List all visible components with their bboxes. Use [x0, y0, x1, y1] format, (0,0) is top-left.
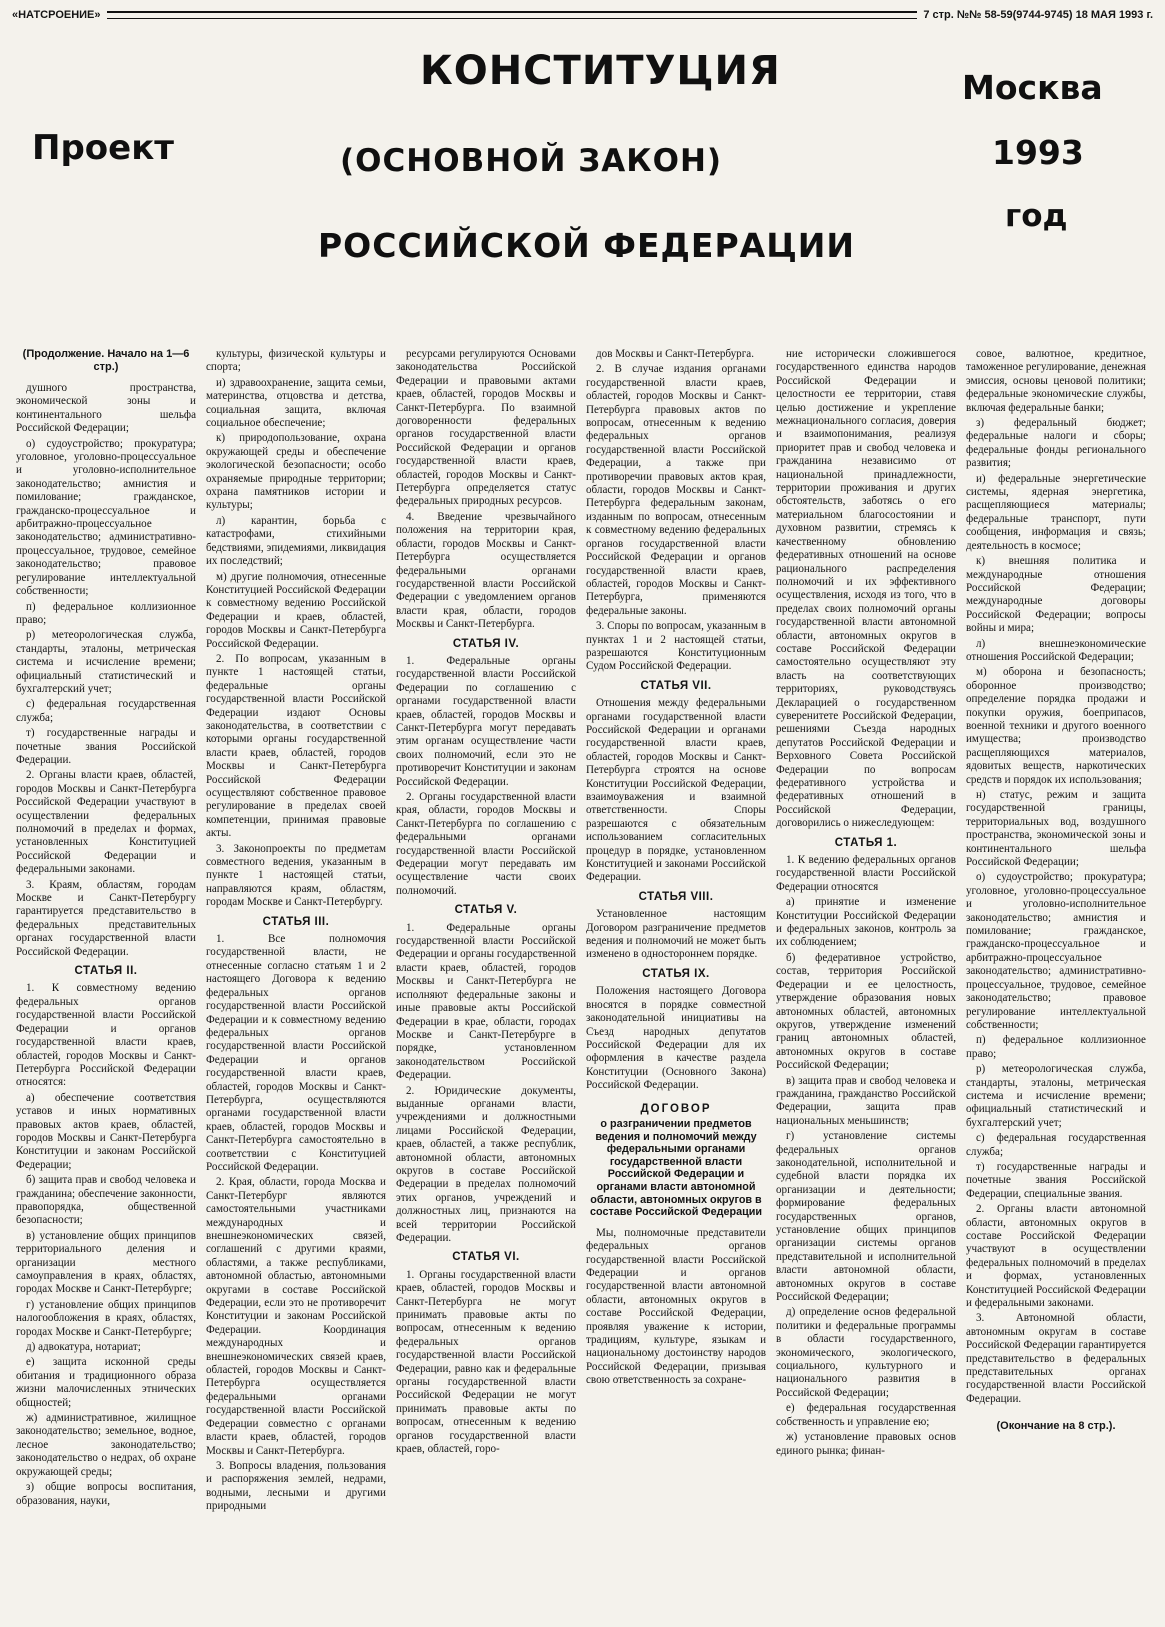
paragraph: с) федеральная государственная служба;	[16, 698, 196, 724]
paragraph: 2. Края, области, города Москва и Санкт-Петербург являются самостоятельными участниками международных и внешнеэкономических связей, соглашений с другими краями, областями, а также республиками, автономной областью, автономными округами в составе Российской Федерации, если это не противоречит Конституции и законам Российской Федерации. Координация международных и внешнеэкономических связей краев, областей, городов Москвы и Санкт-Петербурга осуществляется федеральными органами государственной власти Российской Федерации совместно с органами власти краев, областей, городов Москвы и Санкт-Петербурга.	[206, 1176, 386, 1457]
paragraph: 2. Органы власти автономной области, автономных округов в составе Российской Федерации участвуют в осуществлении федеральных полномочий в пределах и формах, установленных Конституцией Российской Федерации и федеральными законами.	[966, 1203, 1146, 1310]
paragraph: з) федеральный бюджет; федеральные налоги и сборы; федеральные фонды регионального развития;	[966, 417, 1146, 470]
text-column-2	[206, 348, 386, 1620]
paragraph: ресурсами регулируются Основами законодательства Российской Федерации и правовыми актами краев, областей, городов Москвы и Санкт-Петербурга. По взаимной договоренности федеральных органов государственной власти Российской Федерации и органов государственной власти краев, областей, городов Москвы и Санкт-Петербурга определяется статус федеральных природных ресурсов.	[396, 348, 576, 508]
paragraph: г) установление общих принципов налогообложения в краях, областях, городах Москве и Санкт-Петербурге;	[16, 1298, 196, 1338]
paragraph: д) определение основ федеральной политики и федеральные программы в области государственного, экономического, экологического, социального, культурного и национального развития в Российской Федерации;	[776, 1306, 956, 1399]
paragraph: г) установление системы федеральных органов законодательной, исполнительной и судебной власти порядка их организации и деятельности; формирование федеральных государственных органов, установление общих принципов организации системы органов представительной и исполнительной власти автономной области, автономных округов в составе Российской Федерации;	[776, 1130, 956, 1304]
paragraph: р) метеорологическая служба, стандарты, эталоны, метрическая система и исчисление времени; официальный статистический и бухгалтерский учет;	[966, 1063, 1146, 1129]
article-heading: СТАТЬЯ VIII.	[638, 890, 714, 903]
paragraph: и) здравоохранение, защита семьи, материнства, отцовства и детства, социальная защита, включая социальное обеспечение;	[206, 376, 386, 430]
paragraph: н) статус, режим и защита государственной границы, территориальных вод, воздушного пространства, экономической зоны и континентального шельфа Российской Федерации;	[966, 789, 1146, 869]
paragraph: Положения настоящего Договора вносятся в порядке совместной законодательной инициативы на Съезд народных депутатов Российской Федерации для их оформления в качестве раздела Конституции (Основного Закона) Российской Федерации.	[586, 985, 766, 1092]
paragraph: т) государственные награды и почетные звания Российской Федерации, специальные звания.	[966, 1160, 1146, 1200]
paragraph: 2. Органы власти краев, областей, городов Москвы и Санкт-Петербурга Российской Федерации участвуют в осуществлении федеральных полномочий в пределах и формах, установленных Конституцией Российской Федерации и федеральными законами.	[16, 769, 196, 876]
text-column-5	[776, 348, 956, 1620]
paragraph: 1. Все полномочия государственной власти, не отнесенные согласно статьям 1 и 2 настоящего Договора к ведению федеральных органов государственной власти Российской Федерации и к совместному ведению федеральных органов государственной власти Российской Федерации и органов государственной власти краев, областей, городов Москвы и Санкт-Петербурга, осуществляются органами государственной власти краев, областей, городов Москвы и Санкт-Петербурга самостоятельно в соответствии с Конституцией Российской Федерации.	[206, 933, 386, 1173]
paragraph: ж) административное, жилищное законодательство; земельное, водное, лесное законодательство; законодательство о недрах, об охране окружающей среды;	[16, 1412, 196, 1478]
paragraph: к) природопользование, охрана окружающей среды и обеспечение экологической безопасности; особо охраняемые природные территории; охрана памятников истории и культуры;	[206, 432, 386, 512]
text-column-3	[396, 348, 576, 1620]
paragraph: 1. Органы государственной власти краев, областей, городов Москвы и Санкт-Петербурга не могут принимать правовые акты по вопросам, отнесенным к ведению федеральных органов государственной власти Российской Федерации, равно как и федеральные органы государственной власти Российской Федерации не могут принимать правовые акты по вопросам, отнесенным к ведению органов государственной власти краев, областей, горо-	[396, 1268, 576, 1456]
article-heading: СТАТЬЯ VI.	[452, 1251, 520, 1264]
paragraph: 2. В случае издания органами государственной власти краев, областей, городов Москвы и Санкт-Петербурга правовых актов по вопросам, отнесенным к ведению федеральных органов государственной власти Российской Федерации, а также при противоречии правовых актов края, области, городов Москвы и Санкт-Петербурга федеральным законам, изданным по вопросам, отнесенным к совместному ведению федеральных органов государственной власти Российской Федерации и органов государственной власти краев, областей, городов Москвы и Санкт-Петербурга, применяются федеральные законы.	[586, 363, 766, 617]
treaty-title: ДОГОВОР	[640, 1102, 712, 1115]
continuation-note: (Продолжение. Начало на 1—6 стр.)	[22, 348, 190, 373]
article-heading: СТАТЬЯ V.	[454, 904, 518, 917]
paragraph: о) судоустройство; прокуратура; уголовное, уголовно-процессуальное и уголовно-исполнительное законодательство; амнистия и помилование; гражданское, гражданско-процессуальное и арбитражно-процессуальное законодательство; административно-процессуальное, трудовое, семейное законодательство; правовое регулирование интеллектуальной собственности;	[16, 437, 196, 598]
city-label: Москва	[962, 68, 1103, 107]
paragraph: 2. По вопросам, указанным в пункте 1 настоящей статьи, федеральные органы государственной власти Российской Федерации издают Основы законодательства, в соответствии с которыми органы государственной власти краев, областей, городов Москвы и Санкт-Петербурга Российской Федерации осуществляют собственное правовое регулирование в пределах своей компетенции, принимая правовые акты.	[206, 652, 386, 840]
paragraph: Отношения между федеральными органами государственной власти Российской Федерации и органами государственной власти краев, областей, городов Москвы и Санкт-Петербурга строятся на основе Конституции Российской Федерации, взаимоуважения и взаимной ответственности. Споры разрешаются с обязательным использованием согласительных процедур в порядке, установленном Конституцией и законами Российской Федерации.	[586, 697, 766, 884]
paragraph: 3. Автономной области, автономным округам в составе Российской Федерации гарантируется представительство в федеральных представительных органах государственной власти Российской Федерации.	[966, 1312, 1146, 1405]
article-heading: СТАТЬЯ IV.	[452, 637, 520, 650]
paragraph: в) защита прав и свобод человека и гражданина, гражданство Российской Федерации, защита прав национальных меньшинств;	[776, 1074, 956, 1127]
god-label: год	[1005, 198, 1068, 234]
paragraph: 3. Краям, областям, городам Москве и Санкт-Петербургу гарантируется представительство в федеральных представительных органах государственной власти Российской Федерации.	[16, 878, 196, 958]
paragraph: Установленное настоящим Договором разграничение предметов ведения и полномочий не может быть изменено в одностороннем порядке.	[586, 908, 766, 961]
newspaper-name: «НАТСРОЕНИЕ»	[12, 9, 101, 21]
paragraph: 1. Федеральные органы государственной власти Российской Федерации и органы государственной власти краев, областей, городов Москвы и Санкт-Петербурга не исполняют федеральные законы и иные правовые акты Российской Федерации в крае, области, городах Москве и Санкт-Петербурге в порядке, установленном законодательством Российской Федерации.	[396, 921, 576, 1082]
article-heading: СТАТЬЯ IX.	[642, 967, 710, 980]
paragraph: 3. Законопроекты по предметам совместного ведения, указанным в пункте 1 настоящей статьи, направляются краям, областям, городам Москве и Санкт-Петербургу.	[206, 842, 386, 909]
text-column-4	[586, 348, 766, 1620]
paragraph: ние исторически сложившегося государственного единства народов Российской Федерации и целостности ее территории, ставя целью достижение и укрепление межнационального согласия, доверия и взаимопонимания, реализуя приоритет прав и свобод человека и гражданина независимо от национальной принадлежности, территории проживания и других обстоятельств, заботясь о его материальном благосостоянии и духовном развитии, стремясь к качественному обновлению федеративных отношений на основе рационального распределения полномочий и их эффективного осуществления, исходя из того, что в пределах своих полномочий органы государственной власти автономной области, автономных округов в составе Российской Федерации самостоятельно осуществляют эту власть на соответствующих территориях, руководствуясь Декларацией о государственном суверенитете Российской Федерации, решениями Съезда народных депутатов Российской Федерации и Верховного Совета Российской Федерации по вопросам федеративного устройства и федеративных отношений в Российской Федерации, договорились о нижеследующем:	[776, 348, 956, 830]
paragraph: 2. Органы государственной власти края, области, городов Москвы и Санкт-Петербурга по соглашению с федеральными органами государственной власти Российской Федерации могут передавать им осуществление части своих полномочий.	[396, 791, 576, 897]
text-column-6	[966, 348, 1146, 1620]
paragraph: 2. Юридические документы, выданные органами власти, учреждениями и должностными лицами Российской Федерации, краев, областей, а также республик, автономной области, автономных округов в составе Российской Федерации в пределах полномочий этих органов, учреждений и должностных лиц, признаются на всей территории Российской Федерации.	[396, 1084, 576, 1244]
paragraph: м) другие полномочия, отнесенные Конституцией Российской Федерации к совместному ведению Российской Федерации и краев, областей, городов Москвы и Санкт-Петербурга Российской Федерации.	[206, 570, 386, 650]
treaty-subtitle: о разграничении предметов ведения и полномочий между федеральными органами государственной власти Российской Федерации и органами власти автономной области, автономных округов в составе Российской Федерации	[589, 1117, 762, 1219]
paragraph: б) федеративное устройство, состав, территория Российской Федерации и ее целостность, утверждение образования новых автономных областей, автономных округов, утверждение изменений границ автономных областей, автономных округов в составе Российской Федерации;	[776, 951, 956, 1072]
paragraph: п) федеральное коллизионное право;	[16, 600, 196, 626]
article-heading: СТАТЬЯ II.	[74, 965, 138, 978]
paragraph: дов Москвы и Санкт-Петербурга.	[596, 348, 754, 360]
paragraph: 1. К ведению федеральных органов государственной власти Российской Федерации относятся	[776, 854, 956, 893]
paragraph: д) адвокатура, нотариат;	[26, 1341, 141, 1354]
masthead-rule	[107, 11, 918, 19]
paragraph: 4. Введение чрезвычайного положения на территории края, области, городов Москвы и Санкт-Петербурга осуществляется федеральными органами государственной власти Российской Федерации с уведомлением органов власти края, области, городов Москвы и Санкт-Петербурга.	[396, 510, 576, 631]
paragraph: в) установление общих принципов территориального деления и организации местного самоуправления в краях, областях, городах Москве и Санкт-Петербурге;	[16, 1229, 196, 1296]
paragraph: р) метеорологическая служба, стандарты, эталоны, метрическая система и исчисление времени; официальный статистический и бухгалтерский учет;	[16, 629, 196, 695]
paragraph: с) федеральная государственная служба;	[966, 1132, 1146, 1158]
paragraph: л) карантин, борьба с катастрофами, стихийными бедствиями, эпидемиями, ликвидация их последствий;	[206, 514, 386, 568]
text-column-1	[16, 348, 196, 1620]
issue-info: 7 стр. №№ 58-59(9744-9745) 18 МАЯ 1993 г.	[923, 9, 1153, 21]
paragraph: совое, валютное, кредитное, таможенное регулирование, денежная эмиссия, основы ценовой политики; федеральные экономические службы, включая федеральные банки;	[966, 348, 1146, 414]
paragraph: душного пространства, экономической зоны и континентального шельфа Российской Федерации;	[16, 382, 196, 435]
article-heading: СТАТЬЯ 1.	[834, 836, 898, 849]
draft-label: Проект	[32, 128, 174, 168]
paragraph: 1. Федеральные органы государственной власти Российской Федерации по соглашению с органами государственной власти краев, областей, городов Москвы и Санкт-Петербурга могут передавать этим органам осуществление части своих полномочий, если это не противоречит Конституции и законам Российской Федерации.	[396, 654, 576, 788]
title-russian-federation: РОССИЙСКОЙ ФЕДЕРАЦИИ	[318, 226, 856, 265]
year-label: 1993	[992, 133, 1084, 172]
paragraph: л) внешнеэкономические отношения Российской Федерации;	[966, 637, 1146, 663]
paragraph: 3. Вопросы владения, пользования и распоряжения землей, недрами, водными, лесными и другими природными	[206, 1459, 386, 1513]
paragraph: п) федеральное коллизионное право;	[966, 1034, 1146, 1060]
text-columns	[16, 348, 1151, 1620]
paragraph: з) общие вопросы воспитания, образования, науки,	[16, 1481, 196, 1507]
title-basic-law: (ОСНОВНОЙ ЗАКОН)	[340, 143, 723, 179]
paragraph: т) государственные награды и почетные звания Российской Федерации.	[16, 727, 196, 766]
masthead	[12, 6, 1153, 24]
article-heading: СТАТЬЯ III.	[262, 915, 330, 928]
paragraph: 1. К совместному ведению федеральных органов государственной власти Российской Федерации и органов государственной власти краев, областей, городов Москвы и Санкт-Петербурга Российской Федерации относятся:	[16, 982, 196, 1089]
article-heading: СТАТЬЯ VII.	[640, 679, 712, 692]
paragraph: ж) установление правовых основ единого рынка; финан-	[776, 1431, 956, 1457]
paragraph: е) защита исконной среды обитания и традиционного образа жизни малочисленных этнических общностей;	[16, 1356, 196, 1409]
paragraph: и) федеральные энергетические системы, ядерная энергетика, расщепляющиеся материалы; федеральные транспорт, пути сообщения, информация и связь; деятельность в космосе;	[966, 472, 1146, 552]
paragraph: м) оборона и безопасность; оборонное производство; определение порядка продажи и покупки оружия, боеприпасов, военной техники и другого военного имущества; производство расщепляющихся материалов, ядовитых веществ, наркотических средств и порядок их использования;	[966, 666, 1146, 786]
paragraph: культуры, физической культуры и спорта;	[206, 348, 386, 374]
paragraph: б) защита прав и свобод человека и гражданина; обеспечение законности, правопорядка, общественной безопасности;	[16, 1174, 196, 1227]
title-constitution: КОНСТИТУЦИЯ	[420, 48, 781, 94]
paragraph: к) внешняя политика и международные отношения Российской Федерации; международные договоры Российской Федерации; вопросы войны и мира;	[966, 555, 1146, 635]
paragraph: Мы, полномочные представители федеральных органов государственной власти Российской Федерации и органов государственной власти автономной области, автономных округов в составе Российской Федерации, проявляя уважение к истории, традициям, культуре, языкам и национальному достоинству народов Российской Федерации, призывая свою ответственность за сохране-	[586, 1226, 766, 1387]
paragraph: е) федеральная государственная собственность и управление ею;	[776, 1402, 956, 1428]
paragraph: а) обеспечение соответствия уставов и иных нормативных правовых актов краев, областей, городов Москвы и Санкт-Петербурга Конституции и законам Российской Федерации;	[16, 1091, 196, 1171]
paragraph: 3. Споры по вопросам, указанным в пунктах 1 и 2 настоящей статьи, разрешаются Конституционным Судом Российской Федерации.	[586, 620, 766, 673]
paragraph: о) судоустройство; прокуратура; уголовное, уголовно-процессуальное и уголовно-исполнительное законодательство; амнистия и помилование; гражданское, гражданско-процессуальное и арбитражно-процессуальное законодательство; административно-процессуальное, трудовое, семейное законодательство; правовое регулирование интеллектуальной собственности;	[966, 871, 1146, 1031]
continuation-note: (Окончание на 8 стр.).	[996, 1420, 1116, 1433]
paragraph: а) принятие и изменение Конституции Российской Федерации и федеральных законов, контроль за их соблюдением;	[776, 896, 956, 949]
